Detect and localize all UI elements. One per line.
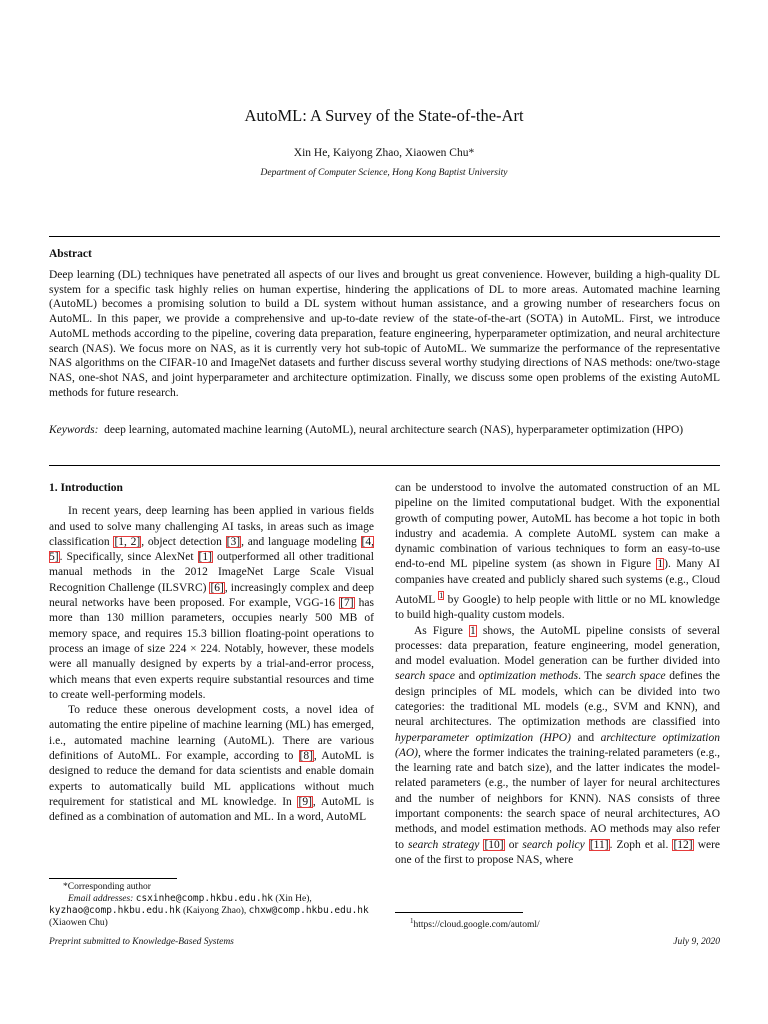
keywords <box>49 423 720 438</box>
bottom-rule <box>49 465 720 466</box>
citation-link[interactable]: [8] <box>299 750 313 763</box>
citation-link[interactable]: [10] <box>484 838 504 851</box>
footnote-rule-left <box>49 878 177 879</box>
left-column <box>49 481 374 826</box>
footer-journal: Preprint submitted to Knowledge-Based Systems <box>49 937 234 947</box>
footnote-link[interactable]: 1 <box>439 591 444 601</box>
citation-link[interactable]: [12] <box>673 838 693 851</box>
keywords-text: deep learning, automated machine learning (AutoML), neural architecture search (NAS), hyperparameter optimization (HPO) <box>104 424 684 436</box>
email-link[interactable]: csxinhe@comp.hkbu.edu.hk <box>135 893 274 904</box>
url-link[interactable]: https://cloud.google.com/automl/ <box>413 920 540 931</box>
figure-link[interactable]: 1 <box>657 558 664 571</box>
citation-link[interactable]: [6] <box>210 581 224 594</box>
footnote-url: $^1$https://cloud.google.com/automl/ <box>410 917 540 931</box>
section-heading-introduction: 1. Introduction <box>49 482 123 494</box>
right-paragraph-2: As Figure 1 shows, the AutoML pipeline consists of several processes: data preparation, feature engineering, model generation, and model evaluation. Model generation can be further divided into search space and optimization methods. The search space defines the design principles of ML models, which can be divided into two categories: the traditional ML models (e.g., SVM and KNN), and neural architectures. The optimization methods are classified into hyperparameter optimization (HPO) and architecture optimization (AO), where the former indicates the training-related parameters (e.g., the learning rate and batch size), and the latter indicates the model-related parameters (e.g., the number of layer for neural architectures and the number of neighbors for KNN). NAS consists of three important components: the search space of neural architectures, AO methods, and model estimation methods. AO methods may also refer to search strategy [10] or search policy [11]. Zoph et al. [12] were one of the first to propose NAS, where <box>395 624 721 866</box>
footnote-rule-right <box>395 912 523 913</box>
affiliation: Department of Computer Science, Hong Kong Baptist University <box>260 168 508 178</box>
abstract-heading: Abstract <box>49 248 92 260</box>
email-link[interactable]: kyzhao@comp.hkbu.edu.hk <box>49 905 181 916</box>
author-list: Xin He, Kaiyong Zhao, Xiaowen Chu* <box>293 147 475 159</box>
intro-paragraph-1: In recent years, deep learning has been applied in various fields and used to solve many challenging AI tasks, in areas such as image classification [1, 2], object detection [3], and language modeling [4, 5]. Specifically, since AlexNet [1] outperformed all other traditional manual methods in the 2012 ImageNet Large Scale Visual Recognition Challenge (ILSVRC) [6], increasingly complex and deep neural networks have been proposed. For example, VGG-16 [7] has more than 130 million parameters, occupies nearly 500 MB of memory space, and requires 15.3 billion floating-point operations to process an image of size 224 × 224. Notably, however, these models were all manually designed by experts by a trial-and-error process, which means that even experts require substantial resources and time to create well-performing models. <box>49 505 374 701</box>
keywords-label: Keywords: <box>49 424 99 436</box>
top-rule <box>49 236 720 237</box>
citation-link[interactable]: [9] <box>298 795 312 808</box>
citation-link[interactable]: [11] <box>589 838 609 851</box>
citation-link[interactable]: [1] <box>198 551 212 564</box>
citation-link[interactable]: [4, 5] <box>49 535 374 564</box>
citation-link[interactable]: [7] <box>340 597 354 610</box>
citation-link[interactable]: [1, 2] <box>114 535 141 548</box>
footnote-corresponding: *Corresponding author Email addresses: csxinhe@comp.hkbu.edu.hk (Xin He), kyzhao@comp.hkbu.edu.hk (Kaiyong Zhao), chxw@comp.hkbu.edu.hk (Xiaowen Chu) <box>49 882 369 928</box>
paper-title: AutoML: A Survey of the State-of-the-Art <box>244 106 524 125</box>
footer-date: July 9, 2020 <box>673 937 720 947</box>
figure-link[interactable]: 1 <box>470 624 476 637</box>
abstract-text: Deep learning (DL) techniques have penetrated all aspects of our lives and brought us great convenience. However, building a high-quality DL system for a specific task highly relies on human expertise, hindering the applications of DL to more areas. Automated machine learning (AutoML) becomes a promising solution to build a DL system without human assistance, and a growing number of researchers focus on AutoML. In this paper, we provide a comprehensive and up-to-date review of the state-of-the-art (SOTA) in AutoML. First, we introduce AutoML methods according to the pipeline, covering data preparation, feature engineering, hyperparameter optimization, and neural architecture search (NAS). We focus more on NAS, as it is currently very hot sub-topic of AutoML. We summarize the performance of the representative NAS algorithms on the CIFAR-10 and ImageNet datasets and further discuss several worthy studying directions of NAS methods: one/two-stage NAS, one-shot NAS, and joint hyperparameter and architecture optimization. Finally, we discuss some open problems of the existing AutoML methods for future research. <box>49 269 720 399</box>
intro-paragraph-2: To reduce these onerous development costs, a novel idea of automating the entire pipeline of machine learning (ML) has emerged, i.e., automated machine learning (AutoML). There are various definitions of AutoML. For example, according to [8], AutoML is designed to reduce the demand for data scientists and enable domain experts to automatically build ML applications without much requirement for statistical and ML knowledge. In [9], AutoML is defined as a combination of automation and ML. In a word, AutoML <box>49 704 374 824</box>
right-column <box>395 481 720 868</box>
right-paragraph-1: can be understood to involve the automated construction of an ML pipeline on the limited computational budget. With the exponential growth of computing power, AutoML has become a hot topic in both industry and academia. A complete AutoML system can make a dynamic combination of various techniques to form an easy-to-use end-to-end ML pipeline system (as shown in Figure 1). Many AI companies have created and publicly shared such systems (e.g., Cloud AutoML $^1$ by Google) to help people with little or no ML knowledge to build high-quality custom models. <box>395 482 720 622</box>
email-link[interactable]: chxw@comp.hkbu.edu.hk <box>248 905 369 916</box>
citation-link[interactable]: [3] <box>226 535 241 548</box>
